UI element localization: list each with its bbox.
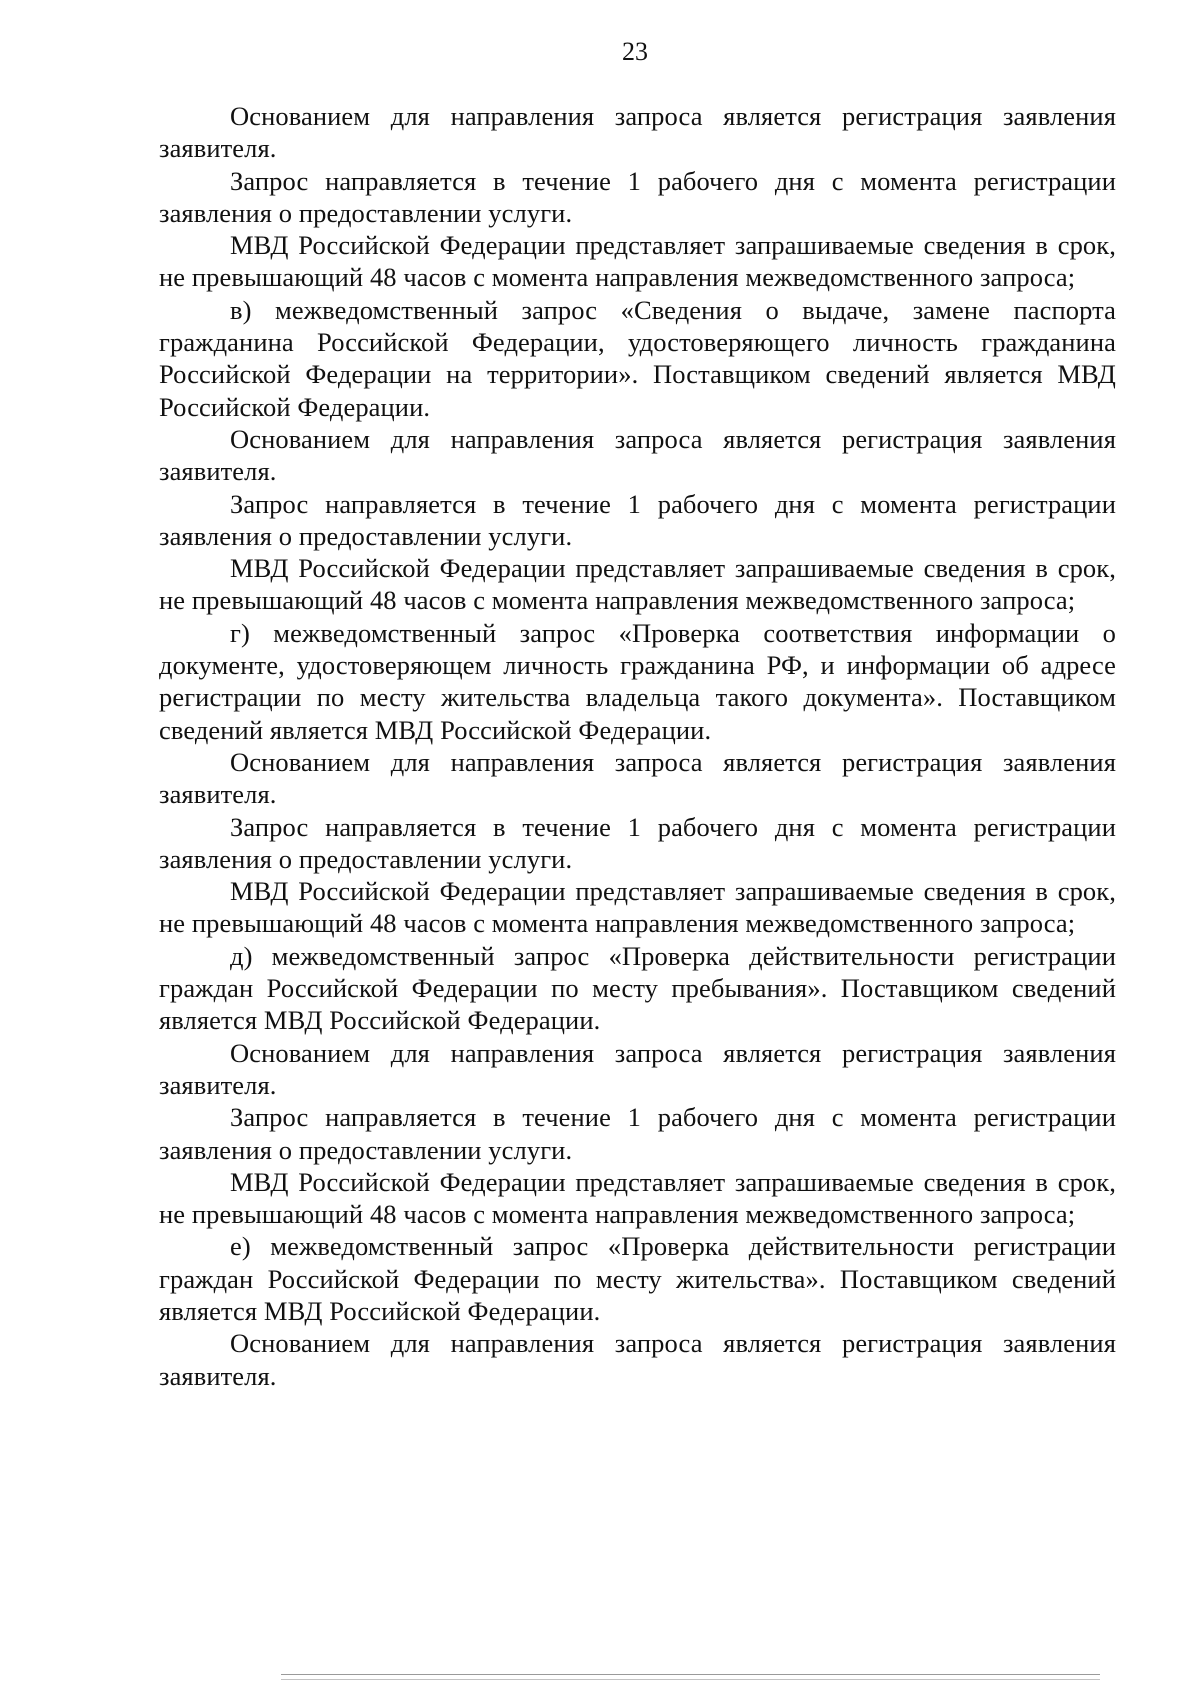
paragraph-item-v: в) межведомственный запрос «Сведения о выдаче, замене паспорта гражданина Российской Федерации, удостоверяющего личность гражданина Российской Федерации на территории». Поставщиком сведений является МВД Российской Федерации.: [159, 294, 1116, 422]
document-body: [159, 100, 1116, 1392]
paragraph-item-d: д) межведомственный запрос «Проверка действительности регистрации граждан Российской Федерации по месту пребывания». Поставщиком сведений является МВД Российской Федерации.: [159, 940, 1116, 1036]
paragraph: Основанием для направления запроса является регистрация заявления заявителя.: [159, 101, 1116, 164]
paragraph: Основанием для направления запроса является регистрация заявления заявителя.: [159, 1328, 1116, 1391]
scan-artifact-line: [281, 1679, 1100, 1680]
paragraph: МВД Российской Федерации представляет запрашиваемые сведения в срок, не превышающий 48 часов с момента направления межведомственного запроса;: [159, 876, 1116, 939]
paragraph: Основанием для направления запроса является регистрация заявления заявителя.: [159, 1037, 1116, 1100]
paragraph: Запрос направляется в течение 1 рабочего дня с момента регистрации заявления о предоставлении услуги.: [159, 488, 1116, 551]
paragraph: Запрос направляется в течение 1 рабочего дня с момента регистрации заявления о предоставлении услуги.: [159, 1102, 1116, 1165]
paragraph: Основанием для направления запроса является регистрация заявления заявителя.: [159, 746, 1116, 810]
paragraph-item-e: е) межведомственный запрос «Проверка действительности регистрации граждан Российской Федерации по месту жительства». Поставщиком сведений является МВД Российской Федерации.: [159, 1231, 1116, 1326]
paragraph: МВД Российской Федерации представляет запрашиваемые сведения в срок, не превышающий 48 часов с момента направления межведомственного запроса;: [159, 553, 1116, 616]
page-number: 23: [622, 37, 648, 66]
paragraph-item-g: г) межведомственный запрос «Проверка соответствия информации о документе, удостоверяющем личность гражданина РФ, и информации об адресе регистрации по месту жительства владельца такого документа». Поставщиком сведений является МВД Российской Федерации.: [159, 617, 1116, 745]
scan-artifact-line: [281, 1674, 1100, 1675]
paragraph: МВД Российской Федерации представляет запрашиваемые сведения в срок, не превышающий 48 часов с момента направления межведомственного запроса;: [159, 1166, 1116, 1230]
paragraph: Запрос направляется в течение 1 рабочего дня с момента регистрации заявления о предоставлении услуги.: [159, 165, 1116, 228]
paragraph: Запрос направляется в течение 1 рабочего дня с момента регистрации заявления о предоставлении услуги.: [159, 811, 1116, 874]
paragraph: Основанием для направления запроса является регистрация заявления заявителя.: [159, 423, 1116, 487]
paragraph: МВД Российской Федерации представляет запрашиваемые сведения в срок, не превышающий 48 часов с момента направления межведомственного запроса;: [159, 230, 1116, 293]
